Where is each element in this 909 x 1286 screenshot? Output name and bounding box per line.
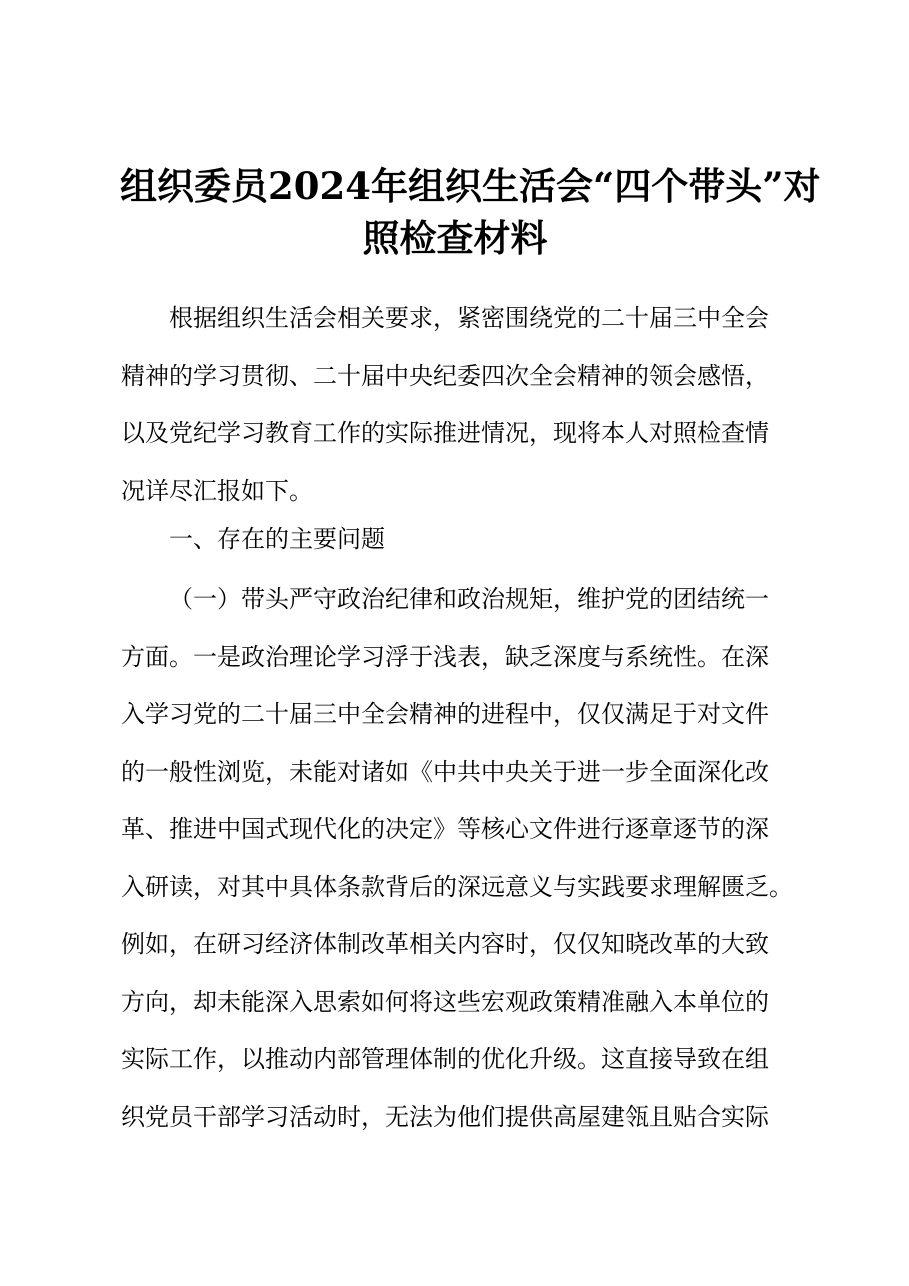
document-title <box>120 160 821 264</box>
section1-line-3: 入学习党的二十届三中全会精神的进程中，仅仅满足于对文件 <box>121 700 769 728</box>
intro-line-2: 精神的学习贯彻、二十届中央纪委四次全会精神的领会感悟， <box>121 361 769 390</box>
section1-line-10: 织党员干部学习活动时，无法为他们提供高屋建瓴且贴合实际 <box>121 1102 769 1131</box>
section1-line-9: 实际工作，以推动内部管理体制的优化升级。这直接导致在组 <box>121 1045 769 1073</box>
title-line-2: 照检查材料 <box>362 216 548 260</box>
section1-line-2: 方面。一是政治理论学习浮于浅表，缺乏深度与系统性。在深 <box>121 642 769 671</box>
intro-line-1: 根据组织生活会相关要求，紧密围绕党的二十届三中全会 <box>169 304 769 332</box>
intro-line-3: 以及党纪学习教育工作的实际推进情况，现将本人对照检查情 <box>121 419 769 447</box>
section1-line-6: 入研读，对其中具体条款背后的深远意义与实践要求理解匮乏。 <box>121 872 793 901</box>
title-line-1: 组织委员2024年组织生活会“四个带头”对 <box>120 164 821 208</box>
section1-line-1: （一）带头严守政治纪律和政治规矩，维护党的团结统一 <box>169 585 769 613</box>
section1-line-5: 革、推进中国式现代化的决定》等核心文件进行逐章逐节的深 <box>121 815 769 843</box>
section1-line-7: 例如，在研习经济体制改革相关内容时，仅仅知晓改革的大致 <box>121 930 769 958</box>
section1-paragraph <box>121 571 793 1146</box>
section-heading-block <box>121 511 787 569</box>
section1-line-4: 的一般性浏览，未能对诸如《中共中央关于进一步全面深化改 <box>121 757 769 786</box>
section1-line-8: 方向，却未能深入思索如何将这些宏观政策精准融入本单位的 <box>121 987 769 1016</box>
intro-paragraph <box>121 290 787 520</box>
intro-line-4: 况详尽汇报如下。 <box>121 476 313 505</box>
section-heading: 一、存在的主要问题 <box>169 525 385 553</box>
